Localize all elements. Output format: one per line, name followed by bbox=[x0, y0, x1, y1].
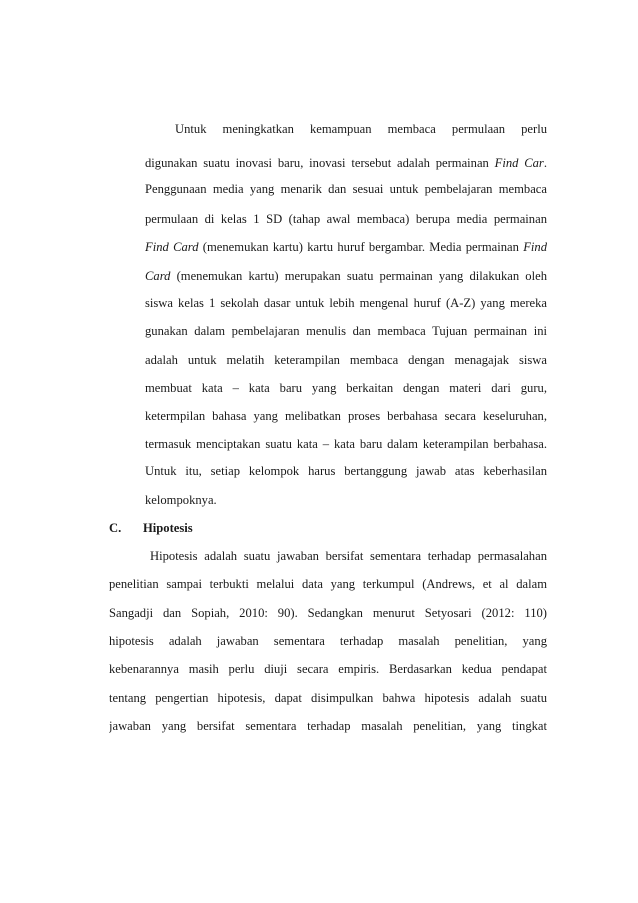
paragraph-c-line-2: penelitian sampai terbukti melalui data yang terkumpul (Andrews, et al dalam bbox=[109, 577, 547, 591]
paragraph-b-line-4: permulaan di kelas 1 SD (tahap awal membaca) berupa media permainan bbox=[145, 212, 547, 226]
text-run: . bbox=[543, 156, 547, 170]
italic-term: Card bbox=[145, 269, 171, 283]
paragraph-b-line-14: kelompoknya. bbox=[145, 493, 217, 507]
paragraph-b-line-5 bbox=[145, 238, 547, 256]
paragraph-b-line-6 bbox=[145, 267, 547, 285]
paragraph-c-line-3: Sangadji dan Sopiah, 2010: 90). Sedangkan menurut Setyosari (2012: 110) bbox=[109, 606, 547, 620]
italic-term: Find Card bbox=[145, 240, 199, 254]
paragraph-c-line-5: kebenarannya masih perlu diuji secara empiris. Berdasarkan kedua pendapat bbox=[109, 662, 547, 676]
paragraph-b-line-8: gunakan dalam pembelajaran menulis dan membaca Tujuan permainan ini bbox=[145, 324, 547, 338]
italic-term: Find Car bbox=[494, 156, 544, 170]
text-run: digunakan suatu inovasi baru, inovasi tersebut adalah permainan bbox=[145, 156, 495, 170]
paragraph-b-line-12: termasuk menciptakan suatu kata – kata baru dalam keterampilan berbahasa. bbox=[145, 437, 547, 451]
paragraph-b-line-3: Penggunaan media yang menarik dan sesuai untuk pembelajaran membaca bbox=[145, 182, 547, 196]
text-run: (menemukan kartu) kartu huruf bergambar. Media permainan bbox=[198, 240, 524, 254]
paragraph-c-line-6: tentang pengertian hipotesis, dapat disimpulkan bahwa hipotesis adalah suatu bbox=[109, 691, 547, 705]
paragraph-b-line-9: adalah untuk melatih keterampilan membaca dengan menagajak siswa bbox=[145, 353, 547, 367]
paragraph-b-line-2 bbox=[145, 154, 547, 172]
italic-term: Find bbox=[523, 240, 547, 254]
paragraph-b-line-7: siswa kelas 1 sekolah dasar untuk lebih mengenal huruf (A-Z) yang mereka bbox=[145, 296, 547, 310]
section-letter: C. bbox=[109, 521, 122, 535]
paragraph-c-line-1: Hipotesis adalah suatu jawaban bersifat sementara terhadap permasalahan bbox=[150, 549, 547, 563]
paragraph-c-line-4: hipotesis adalah jawaban sementara terhadap masalah penelitian, yang bbox=[109, 634, 547, 648]
section-title: Hipotesis bbox=[143, 521, 193, 535]
paragraph-b-line-11: ketermpilan bahasa yang melibatkan proses berbahasa secara keseluruhan, bbox=[145, 409, 547, 423]
paragraph-c-line-7: jawaban yang bersifat sementara terhadap masalah penelitian, yang tingkat bbox=[109, 719, 547, 733]
paragraph-b-line-10: membuat kata – kata baru yang berkaitan dengan materi dari guru, bbox=[145, 381, 547, 395]
paragraph-b-line-13: Untuk itu, setiap kelompok harus bertanggung jawab atas keberhasilan bbox=[145, 464, 547, 478]
text-run: (menemukan kartu) merupakan suatu permainan yang dilakukan oleh bbox=[170, 269, 547, 283]
section-heading bbox=[109, 519, 193, 537]
paragraph-b-line-1: Untuk meningkatkan kemampuan membaca permulaan perlu bbox=[175, 122, 547, 136]
